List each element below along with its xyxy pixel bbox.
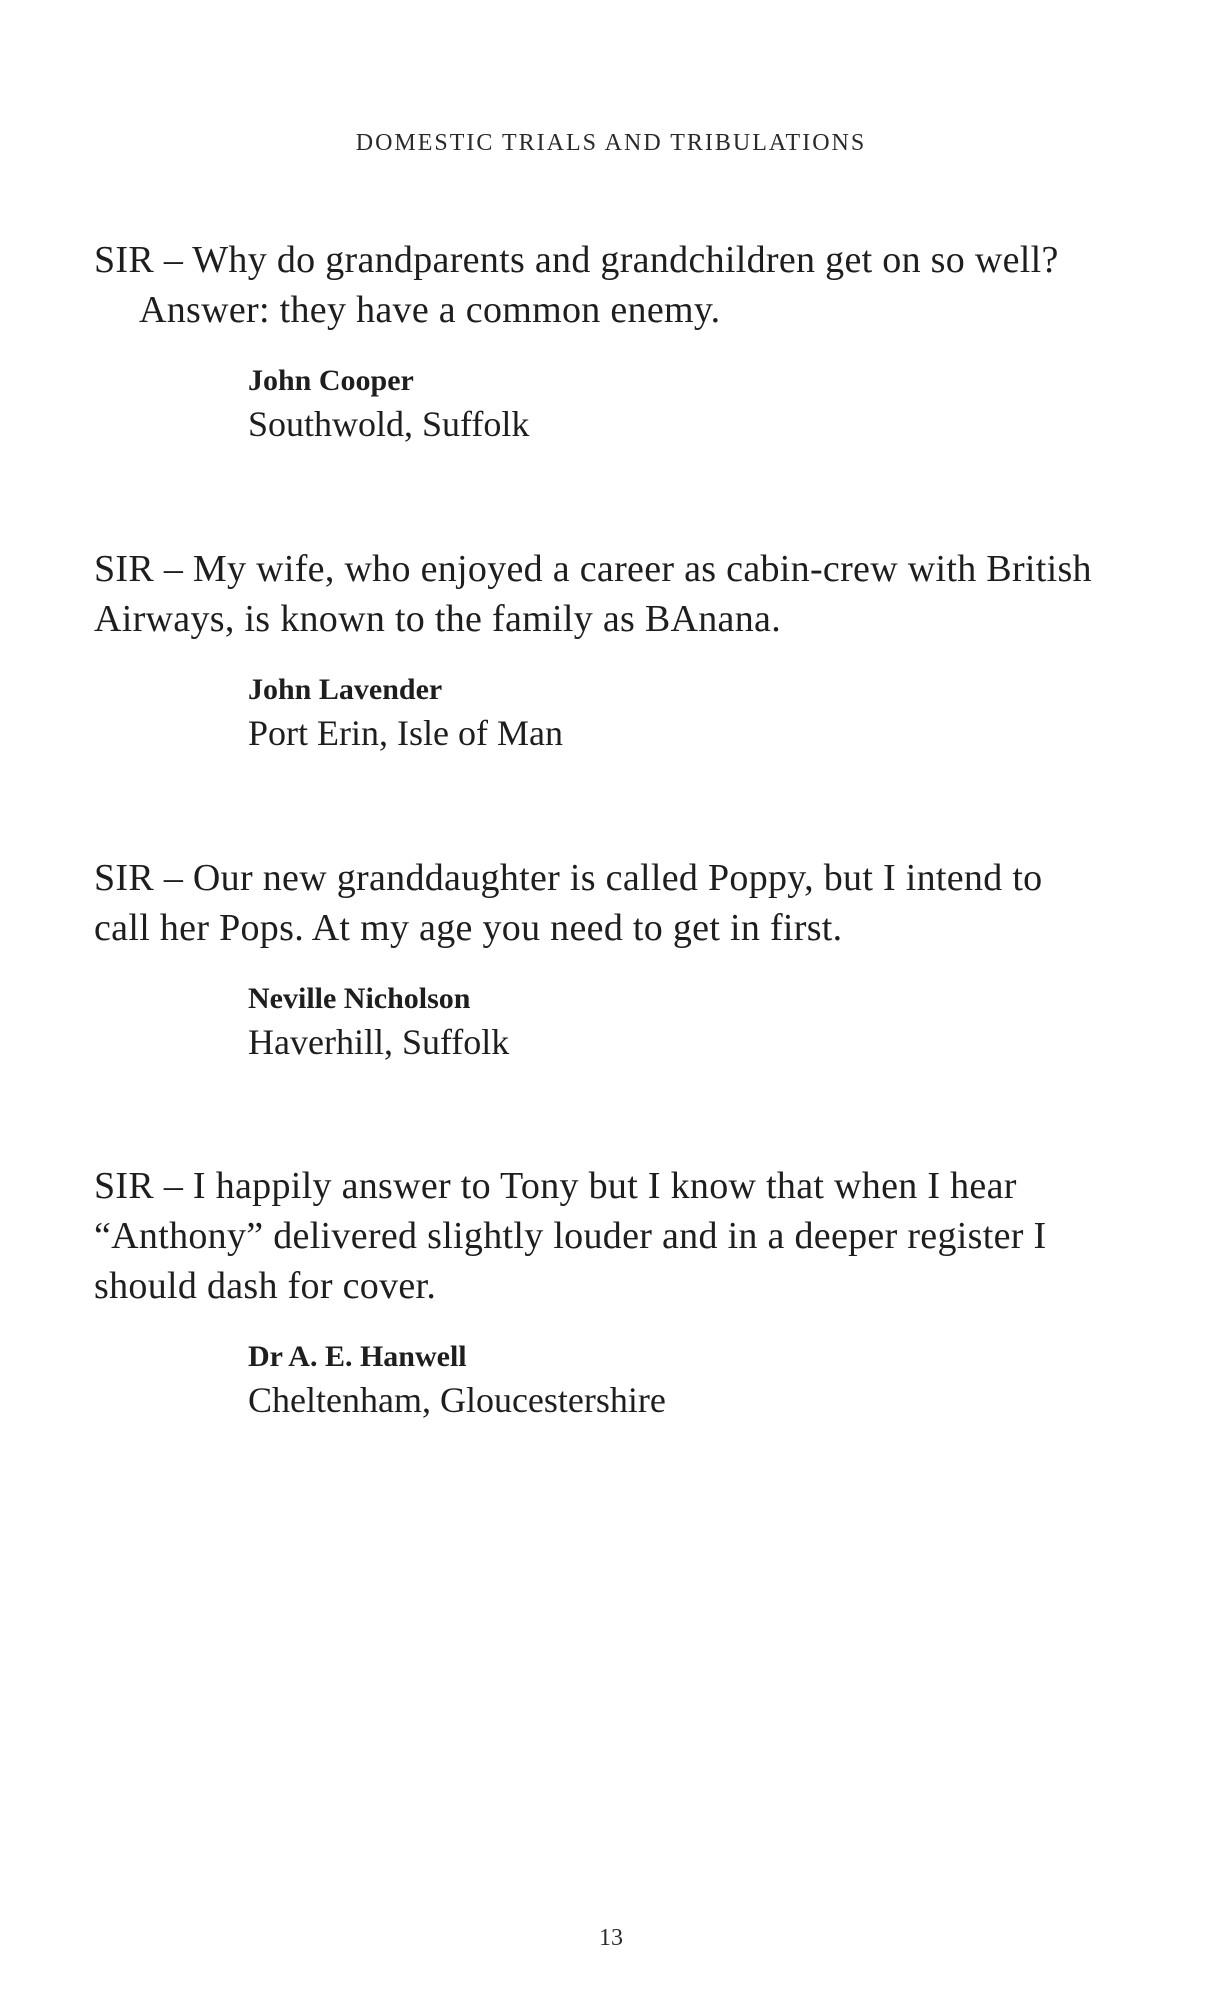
letter-1	[94, 235, 1094, 447]
signatory-name: John Cooper	[248, 364, 414, 397]
letter-2-body: SIR – My wife, who enjoyed a career as cabin-crew with British Airways, is known to the family as BAnana.	[94, 548, 1092, 640]
letter-4-body: SIR – I happily answer to Tony but I know that when I hear “Anthony” delivered slightly louder and in a deeper register I should dash for cover.	[94, 1165, 1047, 1307]
running-head: DOMESTIC TRIALS AND TRIBULATIONS	[355, 130, 867, 156]
letter-1-answer: Answer: they have a common enemy.	[139, 289, 721, 331]
letter-2	[94, 544, 1094, 756]
signatory-place: Port Erin, Isle of Man	[248, 713, 563, 753]
signatory-name: John Lavender	[248, 673, 443, 706]
signatory-place: Southwold, Suffolk	[248, 404, 530, 444]
letter-4-signature	[248, 1337, 1094, 1423]
signatory-place: Cheltenham, Gloucestershire	[248, 1380, 666, 1420]
letter-1-body: SIR – Why do grandparents and grandchildren get on so well?	[94, 239, 1059, 281]
signatory-name: Dr A. E. Hanwell	[248, 1340, 467, 1373]
letter-3-body: SIR – Our new granddaughter is called Poppy, but I intend to call her Pops. At my age you need to get in first.	[94, 857, 1043, 949]
letter-4	[94, 1161, 1094, 1423]
signatory-place: Haverhill, Suffolk	[248, 1022, 510, 1062]
letter-2-signature	[248, 670, 1094, 756]
page-number: 13	[599, 1925, 623, 1951]
letter-3	[94, 853, 1094, 1065]
letter-1-signature	[248, 361, 1094, 447]
letter-3-signature	[248, 979, 1094, 1065]
signatory-name: Neville Nicholson	[248, 982, 471, 1015]
